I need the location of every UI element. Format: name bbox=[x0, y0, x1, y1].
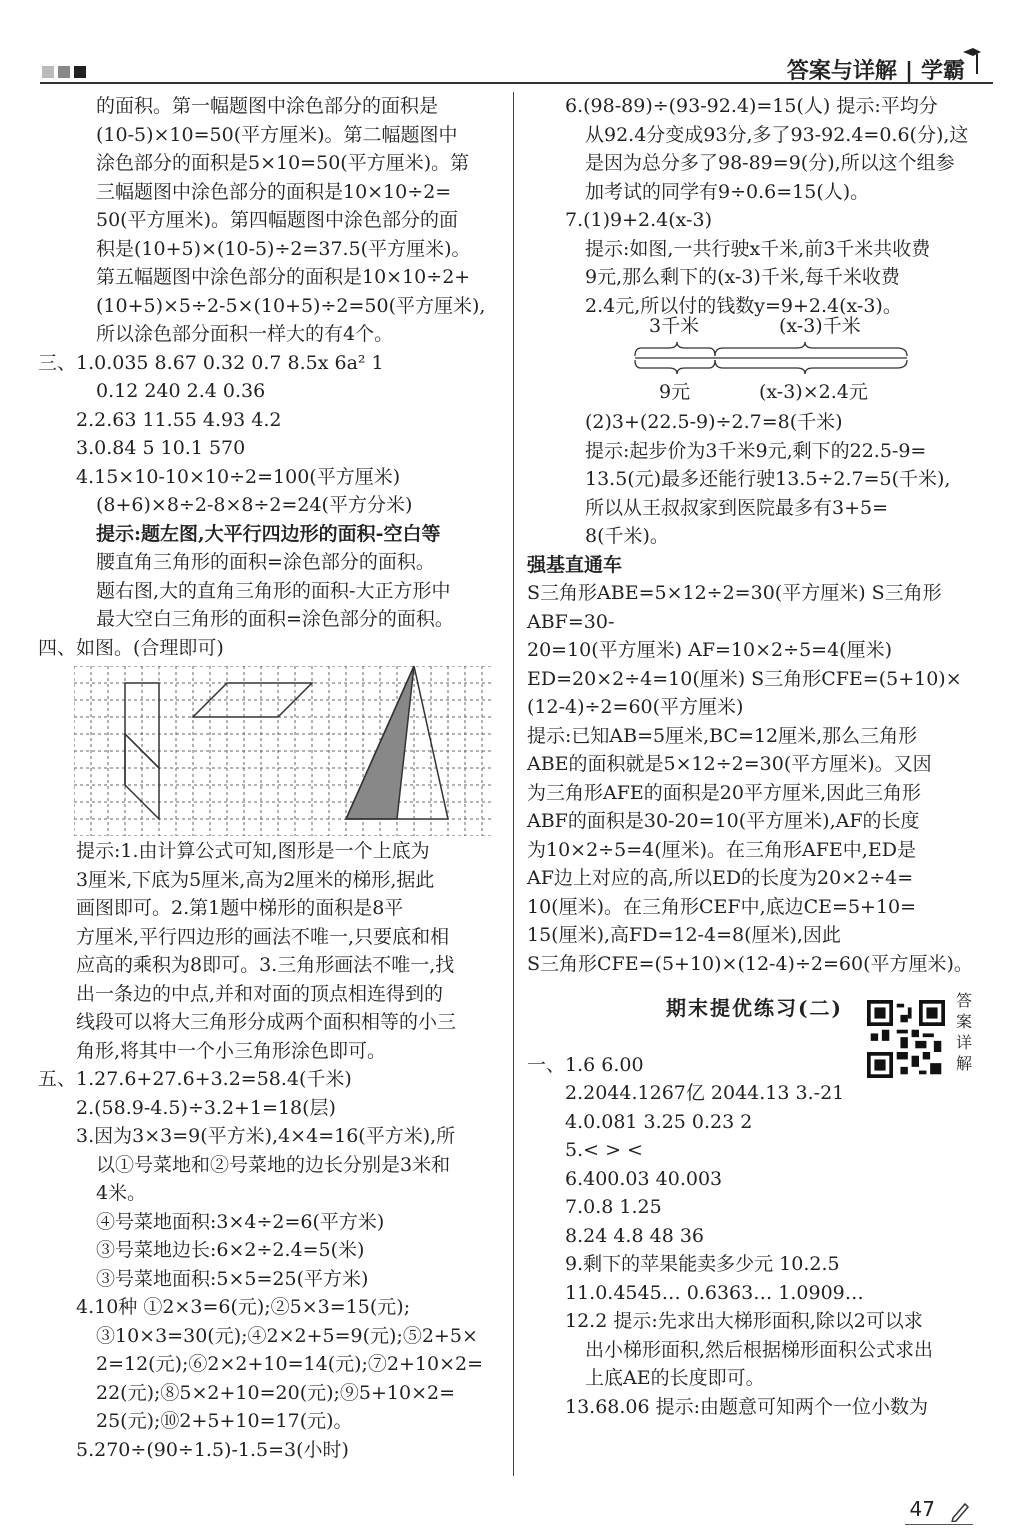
text-line: 提示:如图,一共行驶x千米,前3千米共收费 bbox=[585, 237, 931, 260]
grid-drawing bbox=[74, 666, 524, 836]
text-line: 提示:题左图,大平行四边形的面积-空白等 bbox=[96, 522, 441, 545]
page-footer-rule bbox=[905, 1524, 973, 1525]
text-line: 提示:1.由计算公式可知,图形是一个上底为 bbox=[76, 840, 430, 862]
text-line: 应高的乘积为8即可。3.三角形画法不唯一,找 bbox=[76, 954, 455, 976]
text-line: 是因为总分多了98-89=9(分),所以这个组参 bbox=[585, 152, 955, 174]
text-line: 8(千米)。 bbox=[585, 525, 669, 547]
fig-top-b: (x-3)千米 bbox=[779, 315, 861, 337]
text-line: 20=10(平方厘米) AF=10×2÷5=4(厘米) bbox=[527, 639, 892, 661]
header-square-1 bbox=[42, 66, 54, 78]
text-line: ABE的面积就是5×12÷2=30(平方厘米)。又因 bbox=[527, 753, 932, 775]
text-line: 以①号菜地和②号菜地的边长分别是3米和 bbox=[96, 1153, 451, 1176]
page-header bbox=[0, 0, 1033, 88]
text-line: 25(元);⑩2+5+10=17(元)。 bbox=[96, 1410, 353, 1432]
text-line: 出小梯形面积,然后根据梯形面积公式求出 bbox=[585, 1338, 934, 1361]
text-line: 2.2044.1267亿 2044.13 3.-21 bbox=[565, 1082, 845, 1104]
text-line: 上底AE的长度即可。 bbox=[585, 1367, 765, 1389]
qr-label: 答案详解 bbox=[955, 991, 972, 1073]
text-line: 22(元);⑧5×2+10=20(元);⑨5+10×2= bbox=[96, 1381, 456, 1404]
grid-figure bbox=[38, 662, 510, 837]
header-brand: 学霸 bbox=[920, 59, 965, 84]
text-line: 0.12 240 2.4 0.36 bbox=[96, 380, 266, 402]
pencil-icon bbox=[949, 1500, 971, 1522]
text-line: 12.2 提示:先求出大梯形面积,除以2可以求 bbox=[565, 1310, 923, 1332]
text-line: ED=20×2÷4=10(厘米) S三角形CFE=(5+10)× bbox=[527, 667, 962, 690]
header-square-2 bbox=[58, 66, 70, 78]
page-number: 47 bbox=[909, 1497, 935, 1521]
text-line: 7.0.8 1.25 bbox=[565, 1196, 662, 1218]
text-line: (2)3+(22.5-9)÷2.7=8(千米) bbox=[585, 411, 843, 433]
text-line: 五、1.27.6+27.6+3.2=58.4(千米) bbox=[38, 1068, 352, 1090]
text-line: 的面积。第一幅题图中涂色部分的面积是 bbox=[96, 95, 439, 117]
text-line: 6.400.03 40.003 bbox=[565, 1167, 723, 1190]
text-line: 腰直角三角形的面积=涂色部分的面积。 bbox=[96, 551, 435, 573]
header-rule bbox=[40, 82, 993, 84]
text-line: 2.(58.9-4.5)÷3.2+1=18(层) bbox=[76, 1096, 336, 1119]
header-title: 答案与详解 | 学霸 bbox=[786, 59, 965, 84]
text-line: 积是(10+5)×(10-5)÷2=37.5(平方厘米)。 bbox=[96, 237, 471, 260]
text-line: 4.10种 ①2×3=6(元);②5×3=15(元); bbox=[76, 1296, 411, 1318]
text-line: 5.< > < bbox=[565, 1139, 643, 1161]
text-line: ③号菜地边长:6×2÷2.4=5(米) bbox=[96, 1239, 365, 1261]
text-line: 最大空白三角形的面积=涂色部分的面积。 bbox=[96, 608, 454, 630]
section-title: 期末提优练习(二) bbox=[666, 996, 843, 1020]
text-line: 涂色部分的面积是5×10=50(平方厘米)。第 bbox=[96, 152, 470, 174]
text-line: 3.因为3×3=9(平方米),4×4=16(平方米),所 bbox=[76, 1125, 456, 1147]
text-line: 6.(98-89)÷(93-92.4)=15(人) 提示:平均分 bbox=[565, 95, 938, 117]
text-line: 9元,那么剩下的(x-3)千米,每千米收费 bbox=[585, 266, 900, 288]
text-line: 出一条边的中点,并和对面的顶点相连得到的 bbox=[76, 982, 444, 1005]
text-line: 四、如图。(合理即可) bbox=[38, 636, 224, 659]
text-line: 提示:已知AB=5厘米,BC=12厘米,那么三角形 bbox=[527, 724, 918, 747]
text-line: 8.24 4.8 48 36 bbox=[565, 1224, 704, 1247]
text-line: ③号菜地面积:5×5=25(平方米) bbox=[96, 1267, 369, 1290]
text-line: 15(厘米),高FD=12-4=8(厘米),因此 bbox=[527, 924, 841, 946]
text-line: 强基直通车 bbox=[527, 553, 623, 576]
dashed-grid bbox=[74, 666, 494, 836]
header-square-3 bbox=[74, 66, 86, 78]
taxi-fare-diagram bbox=[527, 315, 982, 408]
text-line: 3厘米,下底为5厘米,高为2厘米的梯形,据此 bbox=[76, 868, 435, 891]
text-line: S三角形CFE=(5+10)×(12-4)÷2=60(平方厘米)。 bbox=[527, 952, 973, 975]
text-line: 9.剩下的苹果能卖多少元 10.2.5 bbox=[565, 1253, 840, 1275]
text-line: 为10×2÷5=4(厘米)。在三角形AFE中,ED是 bbox=[527, 838, 916, 861]
graduation-cap-icon bbox=[961, 44, 981, 76]
header-section-title: 答案与详解 bbox=[786, 59, 897, 84]
text-line: 从92.4分变成93分,多了93-92.4=0.6(分),这 bbox=[585, 123, 969, 146]
parallelogram-shape bbox=[193, 683, 312, 717]
qr-code-icon bbox=[867, 1000, 945, 1078]
text-line: 为三角形AFE的面积是20平方厘米,因此三角形 bbox=[527, 781, 921, 804]
trapezoid-shape bbox=[125, 683, 159, 768]
text-line: 2.2.63 11.55 4.93 4.2 bbox=[76, 408, 282, 431]
text-line: AF边上对应的高,所以ED的长度为20×2÷4= bbox=[527, 867, 914, 889]
text-line: 2.4元,所以付的钱数y=9+2.4(x-3)。 bbox=[585, 294, 902, 317]
text-line: 三幅题图中涂色部分的面积是10×10÷2= bbox=[96, 180, 452, 203]
fig-bot-b: (x-3)×2.4元 bbox=[759, 381, 868, 403]
text-line: 所以从王叔叔家到医院最多有3+5= bbox=[585, 496, 889, 519]
text-line: (10+5)×5÷2-5×(10+5)÷2=50(平方厘米), bbox=[96, 294, 486, 317]
right-column bbox=[527, 92, 982, 1421]
text-line: (8+6)×8÷2-8×8÷2=24(平方分米) bbox=[96, 494, 413, 516]
text-line: ③10×3=30(元);④2×2+5=9(元);⑤2+5× bbox=[96, 1324, 478, 1347]
text-line: 角形,将其中一个小三角形涂色即可。 bbox=[76, 1039, 387, 1062]
text-line: (12-4)÷2=60(平方厘米) bbox=[527, 696, 744, 718]
text-line: ④号菜地面积:3×4÷2=6(平方米) bbox=[96, 1210, 385, 1233]
text-line: 5.270÷(90÷1.5)-1.5=3(小时) bbox=[76, 1438, 349, 1461]
left-column bbox=[38, 92, 510, 1464]
text-line: 2=12(元);⑥2×2+10=14(元);⑦2+10×2= bbox=[96, 1353, 484, 1375]
text-line: 13.5(元)最多还能行驶13.5÷2.7=5(千米), bbox=[585, 468, 951, 490]
text-line: (10-5)×10=50(平方厘米)。第二幅题图中 bbox=[96, 123, 458, 146]
text-line: 加考试的同学有9÷0.6=15(人)。 bbox=[585, 180, 870, 203]
text-line: 7.(1)9+2.4(x-3) bbox=[565, 209, 712, 231]
text-line: ABF的面积是30-20=10(平方厘米),AF的长度 bbox=[527, 810, 920, 832]
text-line: 4.15×10-10×10÷2=100(平方厘米) bbox=[76, 465, 401, 488]
text-line: 三、1.0.035 8.67 0.32 0.7 8.5x 6a² 1 bbox=[38, 351, 384, 374]
text-line: 方厘米,平行四边形的画法不唯一,只要底和相 bbox=[76, 925, 450, 948]
text-line: 线段可以将大三角形分成两个面积相等的小三 bbox=[76, 1011, 457, 1033]
fig-top-a: 3千米 bbox=[649, 315, 700, 337]
text-line: 第五幅题图中涂色部分的面积是10×10÷2+ bbox=[96, 266, 471, 288]
text-line: 4米。 bbox=[96, 1182, 147, 1204]
text-line: 3.0.84 5 10.1 570 bbox=[76, 437, 246, 459]
fig-bot-a: 9元 bbox=[659, 381, 691, 403]
text-line: 题右图,大的直角三角形的面积-大正方形中 bbox=[96, 579, 451, 602]
text-line: 13.68.06 提示:由题意可知两个一位小数为 bbox=[565, 1395, 929, 1418]
text-line: 一、1.6 6.00 bbox=[527, 1053, 644, 1076]
text-line: 所以涂色部分面积一样大的有4个。 bbox=[96, 323, 394, 345]
text-line: 4.0.081 3.25 0.23 2 bbox=[565, 1110, 753, 1133]
text-line: 10(厘米)。在三角形CEF中,底边CE=5+10= bbox=[527, 895, 917, 918]
text-line: 11.0.4545… 0.6363… 1.0909… bbox=[565, 1281, 864, 1304]
text-line: 提示:起步价为3千米9元,剩下的22.5-9= bbox=[585, 439, 927, 462]
text-line: S三角形ABE=5×12÷2=30(平方厘米) S三角形ABF=30- bbox=[527, 582, 942, 633]
text-line: 50(平方厘米)。第四幅题图中涂色部分的面 bbox=[96, 209, 459, 231]
text-line: 画图即可。2.第1题中梯形的面积是8平 bbox=[76, 897, 404, 919]
